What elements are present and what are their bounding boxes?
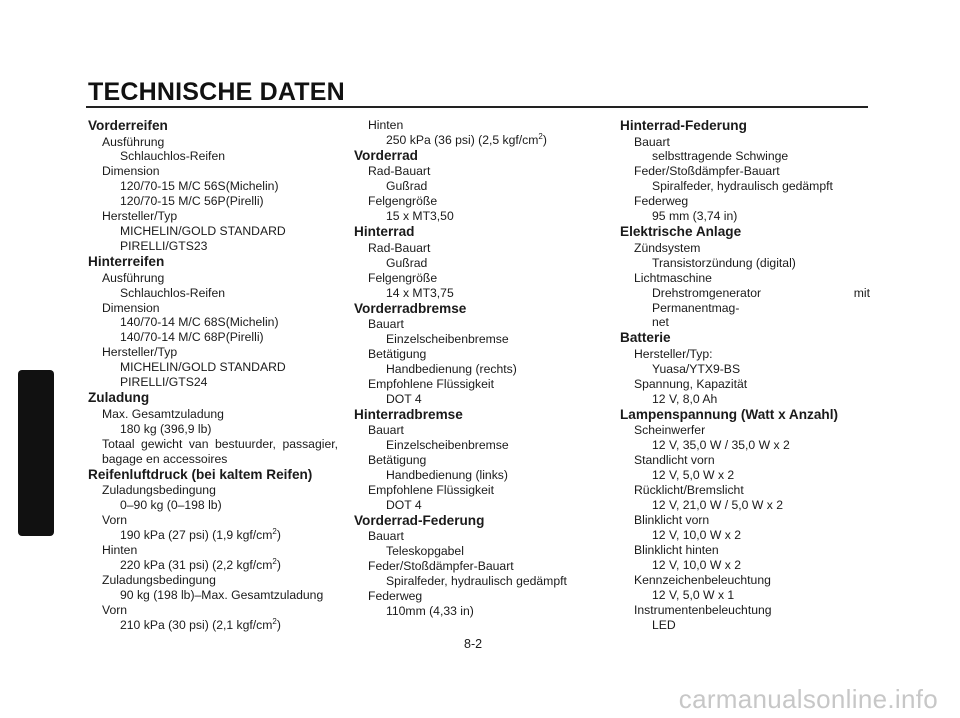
spec-label: Vorn	[102, 512, 128, 527]
spec-value: 180 kg (396,9 lb)	[120, 421, 212, 436]
section-heading: Elektrische Anlage	[620, 224, 742, 240]
spec-value: 12 V, 10,0 W x 2	[652, 527, 741, 542]
spec-value: Handbedienung (links)	[386, 468, 508, 483]
spec-value: Transistorzündung (digital)	[652, 255, 796, 270]
spec-label: Standlicht vorn	[634, 453, 715, 468]
section-heading: Hinterrad-Federung	[620, 118, 747, 133]
spec-label: Vorn	[102, 602, 128, 617]
spec-value: 12 V, 21,0 W / 5,0 W x 2	[652, 498, 783, 513]
spec-value: 90 kg (198 lb)–Max. Gesamtzuladung	[120, 587, 324, 602]
spec-value: 12 V, 10,0 W x 2	[652, 557, 741, 572]
spec-value: LED	[652, 617, 676, 632]
spec-label: Betätigung	[368, 453, 427, 468]
spec-label: bagage en accessoires	[102, 451, 228, 466]
spec-label: Instrumentenbeleuchtung	[634, 602, 772, 617]
spec-value: Spiralfeder, hydraulisch gedämpft	[652, 179, 833, 194]
spec-value: Schlauchlos-Reifen	[120, 149, 226, 164]
spec-value: 12 V, 35,0 W / 35,0 W x 2	[652, 438, 790, 453]
column-1	[88, 118, 338, 633]
value-text: )	[276, 527, 281, 542]
section-heading: Vorderradbremse	[354, 300, 467, 316]
value-text: 210 kPa (30 psi) (2,1 kgf/cm	[120, 617, 273, 632]
spec-label: Dimension	[102, 164, 160, 179]
spec-value: Yuasa/YTX9-BS	[652, 361, 741, 376]
superscript: 2	[272, 556, 277, 566]
spec-label: Federweg	[368, 589, 423, 604]
watermark: carmanualsonline.info	[678, 684, 938, 714]
spec-label: Feder/Stoßdämpfer-Bauart	[368, 559, 514, 574]
value-text: )	[542, 132, 547, 147]
spec-label: Hinten	[102, 542, 138, 557]
section-heading: Vorderreifen	[88, 118, 168, 133]
spec-value: Einzelscheibenbremse	[386, 438, 509, 453]
section-heading: Hinterrad	[354, 224, 415, 240]
spec-value: Schlauchlos-Reifen	[120, 285, 226, 300]
spec-label: Bauart	[368, 317, 404, 332]
spec-value: 110mm (4,33 in)	[386, 604, 474, 619]
spec-label: Federweg	[634, 194, 689, 209]
spec-label: Zuladungsbedingung	[102, 483, 216, 498]
spec-value: 95 mm (3,74 in)	[652, 209, 738, 224]
section-heading: Reifenluftdruck (bei kaltem Reifen)	[88, 466, 313, 482]
spec-value: Teleskopgabel	[386, 544, 464, 559]
spec-label: Bauart	[634, 134, 670, 149]
spec-value: 140/70-14 M/C 68S(Michelin)	[120, 315, 279, 330]
value-text: )	[276, 617, 281, 632]
spec-label: Kennzeichenbeleuchtung	[634, 572, 771, 587]
spec-value: 12 V, 5,0 W x 2	[652, 468, 735, 483]
spec-value	[88, 528, 338, 543]
spec-value: 0–90 kg (0–198 lb)	[120, 498, 222, 513]
spec-value	[88, 618, 338, 633]
chapter-tab	[18, 370, 54, 536]
spec-value: DOT 4	[386, 391, 422, 406]
spec-label: Bauart	[368, 423, 404, 438]
spec-value: 12 V, 5,0 W x 1	[652, 587, 735, 602]
spec-label: Max. Gesamtzuladung	[102, 406, 224, 421]
spec-label: Rad-Bauart	[368, 164, 431, 179]
spec-value: DOT 4	[386, 498, 422, 513]
section-heading: Hinterradbremse	[354, 406, 463, 422]
section-heading: Vorderrad-Federung	[354, 512, 485, 528]
section-heading: Hinterreifen	[88, 254, 165, 270]
spec-label: Totaal gewicht van bestuurder, passagier,	[102, 436, 338, 451]
spec-label: Blinklicht hinten	[634, 542, 719, 557]
title-rule	[86, 106, 868, 108]
spec-label: Hersteller/Typ:	[634, 346, 713, 361]
spec-label: Spannung, Kapazität	[634, 376, 748, 391]
spec-value	[354, 133, 604, 148]
superscript: 2	[538, 131, 543, 141]
spec-value: PIRELLI/GTS24	[120, 375, 208, 390]
spec-label: Empfohlene Flüssigkeit	[368, 376, 494, 391]
spec-value: 12 V, 8,0 Ah	[652, 391, 718, 406]
column-3	[620, 118, 870, 633]
superscript: 2	[272, 616, 277, 626]
spec-value: MICHELIN/GOLD STANDARD	[120, 224, 286, 239]
spec-value: 14 x MT3,75	[386, 285, 454, 300]
spec-label: Bauart	[368, 529, 404, 544]
spec-label: Rad-Bauart	[368, 240, 431, 255]
spec-label: Feder/Stoßdämpfer-Bauart	[634, 164, 780, 179]
spec-value: Gußrad	[386, 255, 428, 270]
spec-label: Betätigung	[368, 346, 427, 361]
spec-label: Zuladungsbedingung	[102, 572, 216, 587]
spec-value: selbsttragende Schwinge	[652, 149, 789, 164]
spec-value: Spiralfeder, hydraulisch gedämpft	[386, 574, 567, 589]
value-text: )	[276, 557, 281, 572]
spec-value: Einzelscheibenbremse	[386, 331, 509, 346]
page-title: TECHNISCHE DATEN	[88, 78, 345, 106]
spec-label: Rücklicht/Bremslicht	[634, 483, 744, 498]
value-text: 250 kPa (36 psi) (2,5 kgf/cm	[386, 132, 539, 147]
section-heading: Lampenspannung (Watt x Anzahl)	[620, 406, 838, 422]
spec-label: Ausführung	[102, 134, 165, 149]
spec-label: Hersteller/Typ	[102, 345, 178, 360]
spec-value: 120/70-15 M/C 56P(Pirelli)	[120, 194, 264, 209]
spec-label: Felgengröße	[368, 194, 438, 209]
spec-value: 140/70-14 M/C 68P(Pirelli)	[120, 330, 264, 345]
column-2	[354, 118, 604, 619]
spec-label: Zündsystem	[634, 240, 701, 255]
spec-value: PIRELLI/GTS23	[120, 239, 208, 254]
spec-label: Dimension	[102, 300, 160, 315]
spec-label: Scheinwerfer	[634, 423, 706, 438]
value-text: 220 kPa (31 psi) (2,2 kgf/cm	[120, 557, 273, 572]
superscript: 2	[272, 526, 277, 536]
spec-label: Blinklicht vorn	[634, 512, 710, 527]
chapter-number: 8	[30, 616, 41, 636]
spec-label: Empfohlene Flüssigkeit	[368, 483, 494, 498]
spec-label: Felgengröße	[368, 270, 438, 285]
spec-label: Ausführung	[102, 270, 165, 285]
spec-label: Hersteller/Typ	[102, 209, 178, 224]
section-heading: Batterie	[620, 330, 671, 346]
spec-value: MICHELIN/GOLD STANDARD	[120, 360, 286, 375]
spec-value: 15 x MT3,50	[386, 209, 454, 224]
section-heading: Vorderrad	[354, 147, 418, 163]
spec-value: net	[652, 315, 669, 330]
spec-label: Hinten	[368, 118, 404, 132]
page-number: 8-2	[464, 637, 483, 651]
spec-value: Handbedienung (rechts)	[386, 361, 517, 376]
spec-value: 120/70-15 M/C 56S(Michelin)	[120, 179, 279, 194]
section-heading: Zuladung	[88, 390, 150, 406]
spec-value: Gußrad	[386, 179, 428, 194]
spec-value: Drehstromgenerator mit Permanentmag-	[652, 285, 870, 315]
value-text: 190 kPa (27 psi) (1,9 kgf/cm	[120, 527, 273, 542]
spec-label: Lichtmaschine	[634, 270, 712, 285]
spec-value	[88, 558, 338, 573]
